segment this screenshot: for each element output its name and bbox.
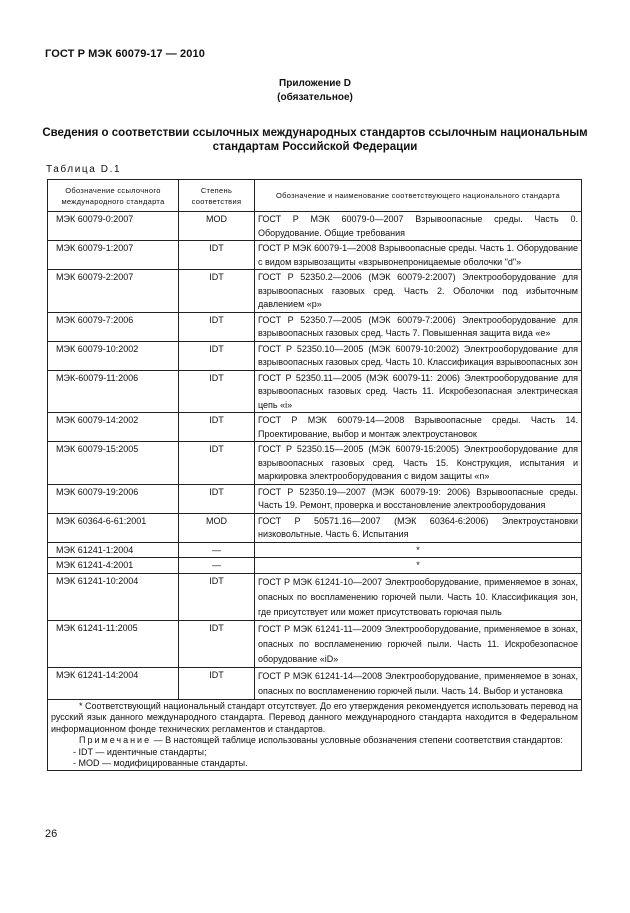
- degree-cell: —: [179, 558, 255, 574]
- page-number: 26: [45, 828, 58, 840]
- degree-cell: IDT: [179, 413, 255, 442]
- table-row: [48, 667, 582, 699]
- annex-heading: [0, 77, 630, 105]
- intl-standard-cell: МЭК 60079-0:2007: [48, 212, 179, 241]
- header-intl-standard: Обозначение ссылочного международного стандарта: [48, 180, 179, 212]
- table-caption: Таблица D.1: [46, 164, 122, 175]
- note-text: — В настоящей таблице использованы условные обозначения степени соответствия стандартов:: [151, 735, 563, 745]
- intl-standard-cell: МЭК 61241-4:2001: [48, 558, 179, 574]
- national-standard-cell: ГОСТ Р 52350.11—2005 (МЭК 60079-11: 2006) Электрооборудование для взрывоопасных газовых сред. Часть 11. Искробезопасная электрическая цепь «i»: [255, 370, 582, 413]
- table-row: [48, 620, 582, 667]
- degree-cell: MOD: [179, 513, 255, 542]
- annex-title: Приложение D: [279, 78, 351, 89]
- table-row: [48, 241, 582, 270]
- table-row: [48, 484, 582, 513]
- intl-standard-cell: МЭК 60079-14:2002: [48, 413, 179, 442]
- intl-standard-cell: МЭК 60079-15:2005: [48, 442, 179, 485]
- national-standard-cell: *: [255, 558, 582, 574]
- national-standard-cell: ГОСТ Р 50571.16—2007 (МЭК 60364-6:2006) Электроустановки низковольтные. Часть 6. Испытания: [255, 513, 582, 542]
- table-row: [48, 341, 582, 370]
- degree-cell: MOD: [179, 212, 255, 241]
- degree-cell: IDT: [179, 667, 255, 699]
- header-national-standard: Обозначение и наименование соответствующего национального стандарта: [255, 180, 582, 212]
- note-item-idt: - IDT — идентичные стандарты;: [73, 746, 207, 757]
- national-standard-cell: ГОСТ Р МЭК 61241-11—2009 Электрооборудование, применяемое в зонах, опасных по воспламенению горючей пыли. Часть 11. Искробезопасное оборудование «iD»: [255, 620, 582, 667]
- footnote-star: * Соответствующий национальный стандарт отсутствует. До его утверждения рекомендуется использовать перевод на русский язык данного международного стандарта. Перевод данного международного стандарта находится в Федеральном информационном фонде технических регламентов и стандартов.: [51, 700, 578, 734]
- table-row: [48, 370, 582, 413]
- degree-cell: IDT: [179, 312, 255, 341]
- national-standard-cell: ГОСТ Р МЭК 61241-10—2007 Электрооборудование, применяемое в зонах, опасных по воспламенению горючей пыли. Часть 10. Классификация зон, где присутствует или может присутствовать горючая пыль: [255, 573, 582, 620]
- section-title: Сведения о соответствии ссылочных международных стандартов ссылочным национальным стандартам Российской Федерации: [42, 127, 588, 153]
- table-row: [48, 573, 582, 620]
- national-standard-cell: ГОСТ Р 52350.2—2006 (МЭК 60079-2:2007) Электрооборудование для взрывоопасных газовых сред. Часть 2. Оболочки под избыточным давлением «р»: [255, 270, 582, 313]
- table-row: [48, 212, 582, 241]
- degree-cell: IDT: [179, 442, 255, 485]
- intl-standard-cell: МЭК 60079-1:2007: [48, 241, 179, 270]
- national-standard-cell: ГОСТ Р 52350.10—2005 (МЭК 60079-10:2002) Электрооборудование для взрывоопасных газовых сред. Часть 10. Классификация взрывоопасных зон: [255, 341, 582, 370]
- table-row: [48, 558, 582, 574]
- degree-cell: IDT: [179, 241, 255, 270]
- intl-standard-cell: МЭК 60079-7:2006: [48, 312, 179, 341]
- national-standard-cell: ГОСТ Р 52350.7—2005 (МЭК 60079-7:2006) Электрооборудование для взрывоопасных газовых сред. Часть 7. Повышенная защита вида «е»: [255, 312, 582, 341]
- intl-standard-cell: МЭК 61241-10:2004: [48, 573, 179, 620]
- table-header-row: [48, 180, 582, 212]
- table-row: [48, 270, 582, 313]
- intl-standard-cell: МЭК 60079-2:2007: [48, 270, 179, 313]
- degree-cell: IDT: [179, 620, 255, 667]
- table-row: [48, 413, 582, 442]
- note-label: Примечание: [79, 735, 152, 745]
- annex-status: (обязательное): [277, 92, 353, 103]
- degree-cell: IDT: [179, 341, 255, 370]
- degree-cell: IDT: [179, 484, 255, 513]
- table-footnote: [48, 699, 582, 770]
- national-standard-cell: ГОСТ Р МЭК 60079-1—2008 Взрывоопасные среды. Часть 1. Оборудование с видом взрывозащиты «взрывонепроницаемые оболочки "d"»: [255, 241, 582, 270]
- national-standard-cell: *: [255, 542, 582, 558]
- correspondence-table: [47, 179, 582, 771]
- table-note: [51, 735, 578, 747]
- degree-cell: IDT: [179, 573, 255, 620]
- national-standard-cell: ГОСТ Р МЭК 60079-0—2007 Взрывоопасные среды. Часть 0. Оборудование. Общие требования: [255, 212, 582, 241]
- intl-standard-cell: МЭК 61241-14:2004: [48, 667, 179, 699]
- table-footnote-row: [48, 699, 582, 770]
- intl-standard-cell: МЭК 60079-19:2006: [48, 484, 179, 513]
- intl-standard-cell: МЭК-60079-11:2006: [48, 370, 179, 413]
- degree-cell: IDT: [179, 270, 255, 313]
- table-row: [48, 542, 582, 558]
- table-row: [48, 442, 582, 485]
- national-standard-cell: ГОСТ Р 52350.19—2007 (МЭК 60079-19: 2006) Взрывоопасные среды. Часть 19. Ремонт, проверка и восстановление электрооборудования: [255, 484, 582, 513]
- intl-standard-cell: МЭК 60079-10:2002: [48, 341, 179, 370]
- national-standard-cell: ГОСТ Р МЭК 60079-14—2008 Взрывоопасные среды. Часть 14. Проектирование, выбор и монтаж электроустановок: [255, 413, 582, 442]
- document-header: ГОСТ Р МЭК 60079-17 — 2010: [45, 48, 205, 60]
- header-degree: Степень соответствия: [179, 180, 255, 212]
- table-row: [48, 312, 582, 341]
- intl-standard-cell: МЭК 61241-11:2005: [48, 620, 179, 667]
- degree-cell: —: [179, 542, 255, 558]
- table-body: [48, 212, 582, 771]
- intl-standard-cell: МЭК 61241-1:2004: [48, 542, 179, 558]
- degree-cell: IDT: [179, 370, 255, 413]
- table-row: [48, 513, 582, 542]
- note-item-mod: - MOD — модифицированные стандарты.: [73, 758, 248, 768]
- intl-standard-cell: МЭК 60364-6-61:2001: [48, 513, 179, 542]
- national-standard-cell: ГОСТ Р 52350.15—2005 (МЭК 60079-15:2005) Электрооборудование для взрывоопасных газовых сред. Часть 15. Конструкция, испытания и маркировка электрооборудования с видом защиты «n»: [255, 442, 582, 485]
- national-standard-cell: ГОСТ Р МЭК 61241-14—2008 Электрооборудование, применяемое в зонах, опасных по воспламенению горючей пыли. Часть 14. Выбор и установка: [255, 667, 582, 699]
